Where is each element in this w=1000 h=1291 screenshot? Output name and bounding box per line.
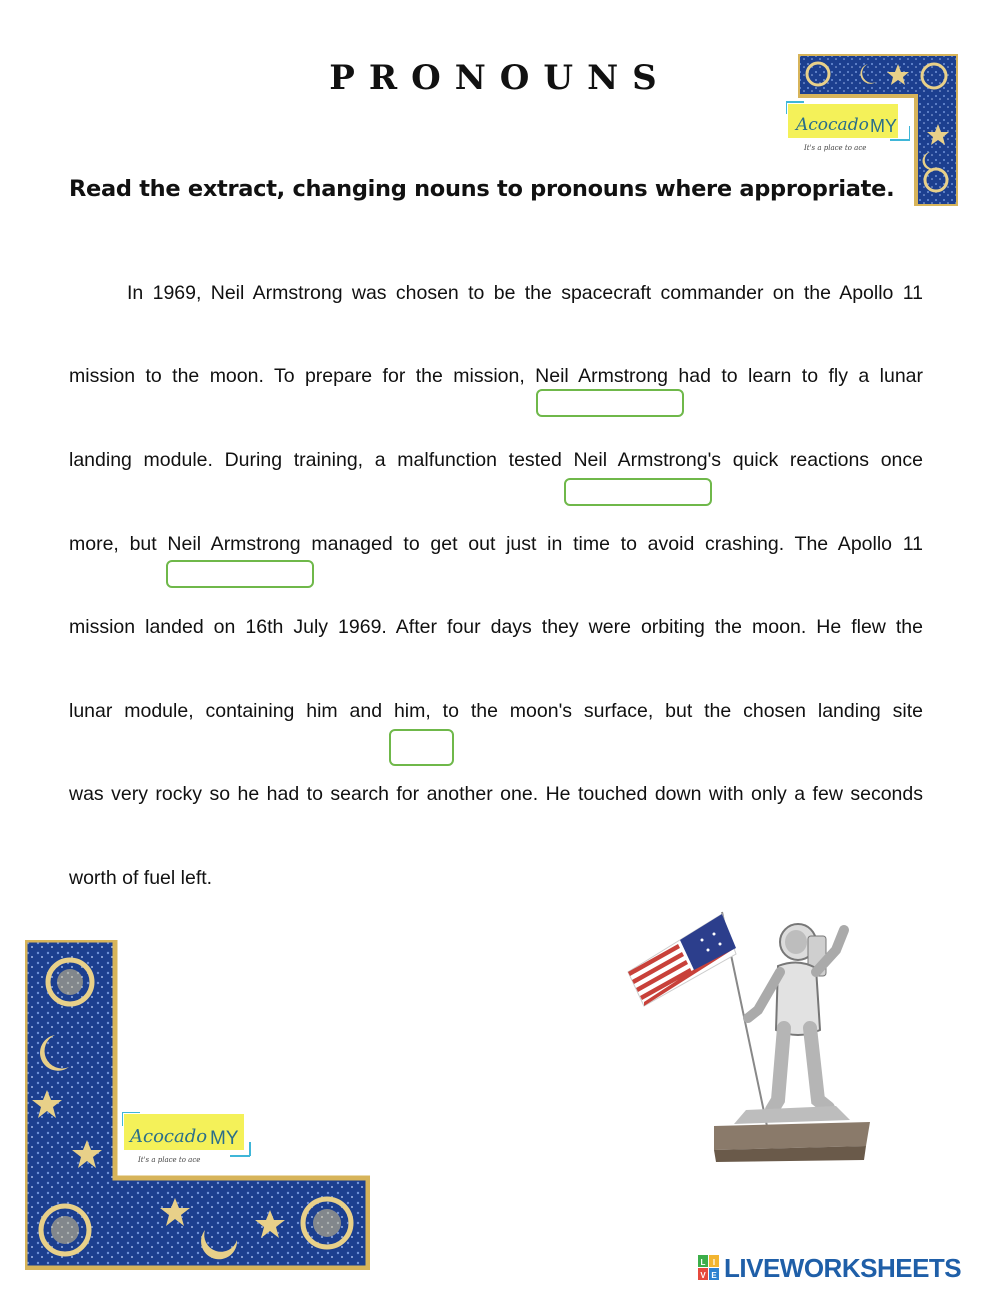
logo-letter: L: [700, 1258, 706, 1267]
astronaut-figure-icon: [748, 924, 844, 1110]
answer-input-3[interactable]: [166, 560, 314, 588]
svg-text:Acocado: Acocado: [796, 115, 869, 135]
answer-input-4[interactable]: [389, 729, 454, 766]
extract-line: worth of fuel left.: [69, 867, 213, 889]
extract-line: In 1969, Neil Armstrong was chosen to be the spacecraft commander on the Apollo 11: [127, 282, 923, 304]
logo-letter: E: [711, 1271, 717, 1280]
acocado-logo-icon: [786, 100, 910, 158]
astronaut-flag-icon: [622, 910, 872, 1170]
svg-text:Acocado: Acocado: [130, 1126, 208, 1147]
extract-line: mission to the moon. To prepare for the mission, Neil Armstrong had to learn to fly a lunar: [69, 365, 923, 387]
svg-text:It's a place to ace: It's a place to ace: [138, 1156, 201, 1164]
svg-text:It's a place to ace: It's a place to ace: [804, 144, 867, 152]
liveworksheets-logo-icon: [698, 1255, 720, 1281]
pedestal-icon: [714, 1106, 870, 1162]
instruction-heading: Read the extract, changing nouns to pronouns where appropriate.: [69, 176, 895, 202]
logo-letter: I: [712, 1258, 716, 1267]
extract-line: lunar module, containing him and him, to the moon's surface, but the chosen landing site: [69, 700, 923, 722]
extract-line: mission landed on 16th July 1969. After four days they were orbiting the moon. He flew the: [69, 616, 923, 638]
extract-line: was very rocky so he had to search for another one. He touched down with only a few seconds: [69, 783, 923, 805]
answer-input-1[interactable]: [536, 389, 684, 417]
extract-line: landing module. During training, a malfunction tested Neil Armstrong's quick reactions once: [69, 449, 923, 471]
extract-line: more, but Neil Armstrong managed to get out just in time to avoid crashing. The Apollo 11: [69, 533, 923, 555]
worksheet-title: PRONOUNS: [329, 58, 671, 98]
svg-text:MY: MY: [210, 1128, 239, 1149]
decorative-corner-bottom-icon: [25, 940, 370, 1270]
answer-input-2[interactable]: [564, 478, 712, 506]
acocado-logo-icon: [122, 1112, 252, 1168]
liveworksheets-wordmark: LIVEWORKSHEETS: [724, 1253, 962, 1283]
logo-letter: V: [700, 1271, 706, 1280]
svg-text:MY: MY: [870, 116, 897, 136]
liveworksheets-brand: [698, 1254, 961, 1282]
